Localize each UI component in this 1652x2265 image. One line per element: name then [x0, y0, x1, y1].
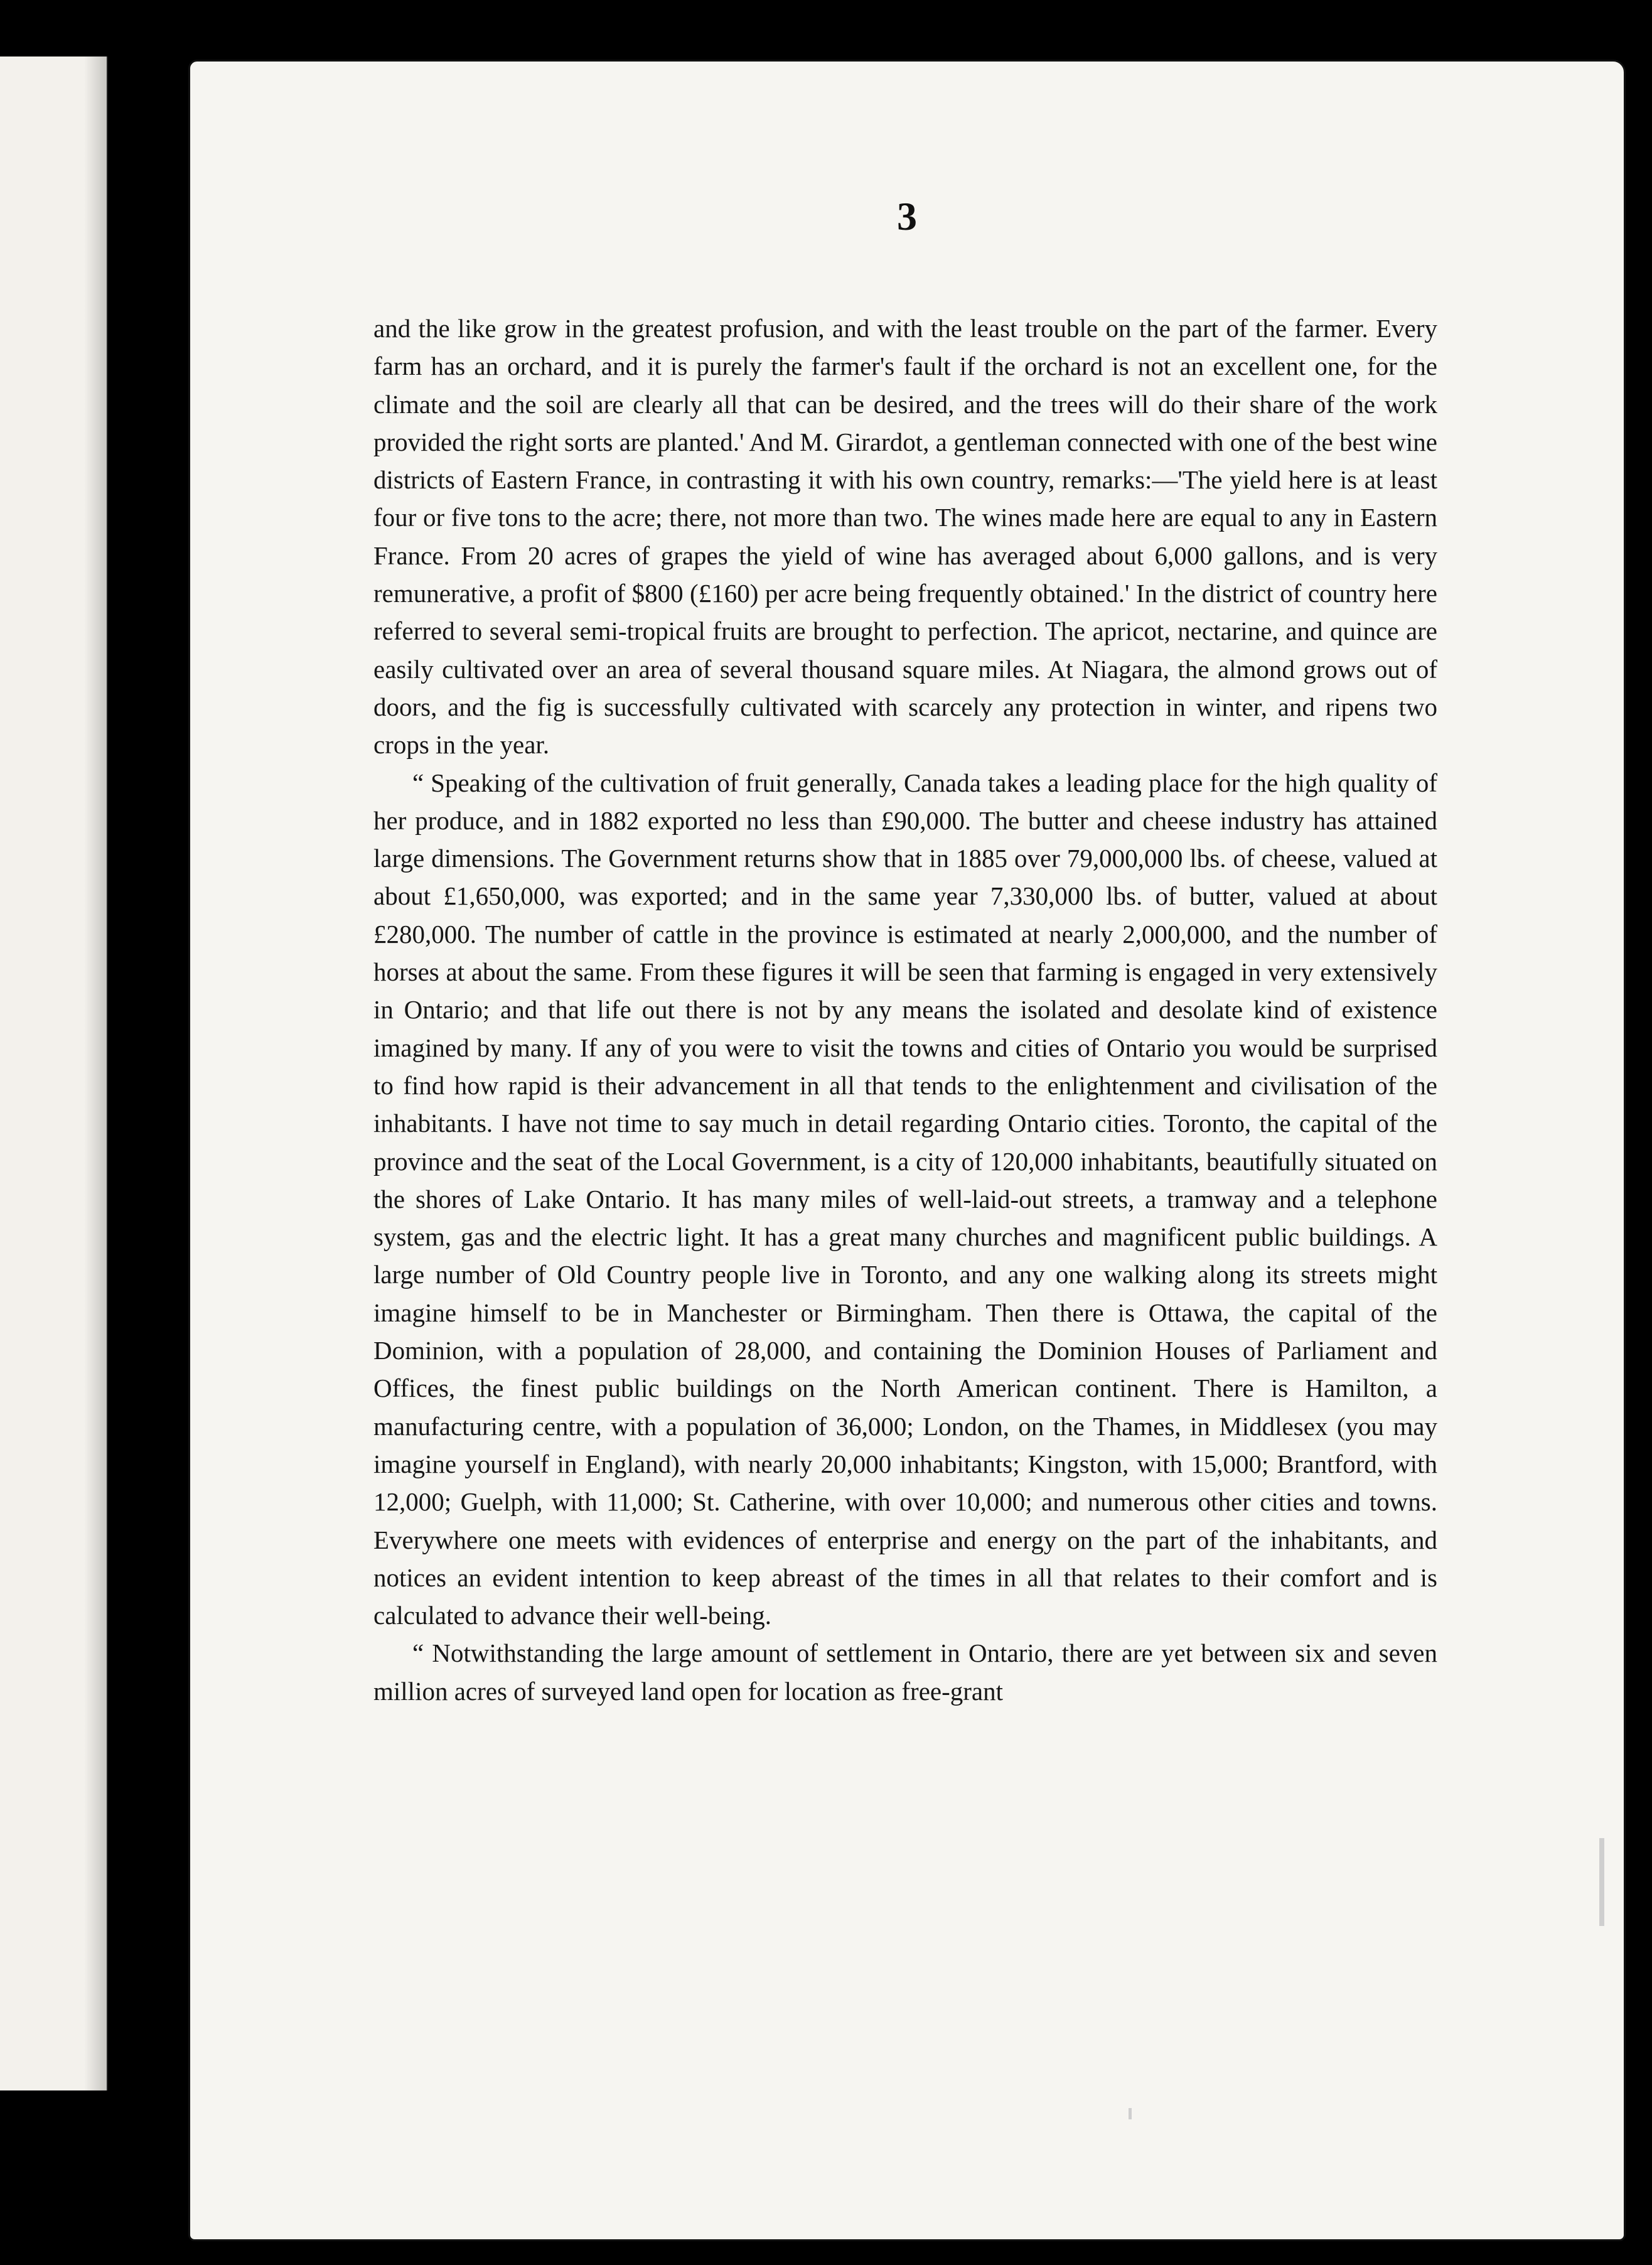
- document-page: [188, 60, 1626, 2241]
- paragraph-3: “ Notwithstanding the large amount of settlement in Ontario, there are yet between six and seven million acres of surveyed land open for location as free-grant: [373, 1638, 1437, 1706]
- body-text: [373, 309, 1437, 1710]
- paper-blemish: [1599, 1838, 1604, 1926]
- paragraph-2: “ Speaking of the cultivation of fruit generally, Canada takes a leading place for the high quality of her produce, and in 1882 exported no less than £90,000. The butter and cheese industry has attained large dimensions. The Government returns show that in 1885 over 79,000,000 lbs. of cheese, valued at about £1,650,000, was exported; and in the same year 7,330,000 lbs. of butter, valued at about £280,000. The number of cattle in the province is estimated at nearly 2,000,000, and the number of horses at about the same. From these figures it will be seen that farming is engaged in very extensively in Ontario; and that life out there is not by any means the isolated and desolate kind of existence imagined by many. If any of you were to visit the towns and cities of Ontario you would be surprised to find how rapid is their advancement in all that tends to the enlightenment and civilisation of the inhabitants. I have not time to say much in detail regarding Ontario cities. Toronto, the capital of the province and the seat of the Local Government, is a city of 120,000 inhabitants, beautifully situated on the shores of Lake Ontario. It has many miles of well-laid-out streets, a tramway and a telephone system, gas and the electric light. It has a great many churches and magnificent public buildings. A large number of Old Country people live in Toronto, and any one walking along its streets might imagine himself to be in Manchester or Birmingham. Then there is Ottawa, the capital of the Dominion, with a population of 28,000, and containing the Dominion Houses of Parliament and Offices, the finest public buildings on the North American continent. There is Hamilton, a manufacturing centre, with a population of 36,000; London, on the Thames, in Middlesex (you may imagine yourself in England), with nearly 20,000 inhabitants; Kingston, with 15,000; Brantford, with 12,000; Guelph, with 11,000; St. Catherine, with over 10,000; and numerous other cities and towns. Everywhere one meets with evidences of enterprise and energy on the part of the inhabitants, and notices an evident intention to keep abreast of the times in all that relates to their comfort and is calculated to advance their well-being.: [373, 768, 1437, 1630]
- paper-blemish-dot: [1129, 2108, 1132, 2119]
- page-number: 3: [897, 194, 917, 239]
- paragraph-1: and the like grow in the greatest profusion, and with the least trouble on the part of the farmer. Every farm has an orchard, and it is purely the farmer's fault if the orchard is not an excellent one, for the climate and the soil are clearly all that can be desired, and the trees will do their share of the work provided the right sorts are planted.' And M. Girardot, a gentleman connected with one of the best wine districts of Eastern France, in contrasting it with his own country, remarks:—'The yield here is at least four or five tons to the acre; there, not more than two. The wines made here are equal to any in Eastern France. From 20 acres of grapes the yield of wine has averaged about 6,000 gallons, and is very remunerative, a profit of $800 (£160) per acre being frequently obtained.' In the district of country here referred to several semi-tropical fruits are brought to perfection. The apricot, nectarine, and quince are easily cultivated over an area of several thousand square miles. At Niagara, the almond grows out of doors, and the fig is successfully cultivated with scarcely any protection in winter, and ripens two crops in the year.: [373, 314, 1437, 760]
- facing-page-shadow: [84, 56, 107, 2090]
- facing-page-edge: [0, 56, 108, 2090]
